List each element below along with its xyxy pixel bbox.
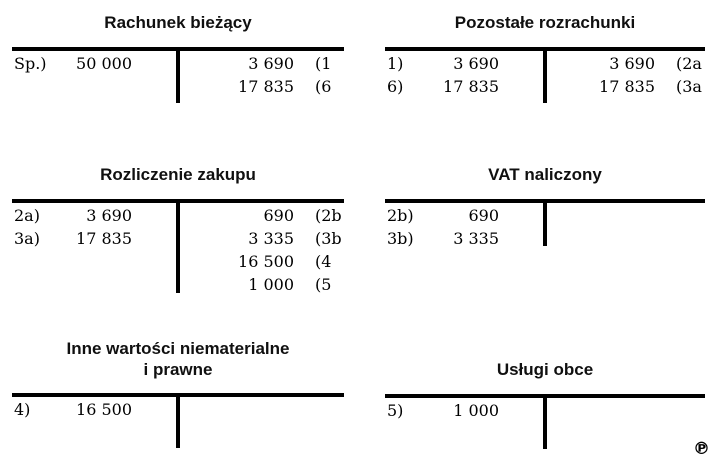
debit-entry-amount [58, 273, 178, 296]
credit-entry-amount: 690 [263, 206, 294, 225]
credit-entry-amount: 17 835 [599, 77, 655, 96]
credit-entry-ref: (3b [315, 229, 342, 248]
credit-entry-ref: (4 [315, 252, 332, 271]
t-divider-line [543, 203, 547, 246]
debit-entry-amount: 17 835 [443, 77, 499, 96]
credit-entry-amount: 3 690 [248, 54, 294, 73]
credit-entry-ref [655, 227, 705, 250]
debit-entry-ref: 5) [387, 401, 404, 420]
credit-entry-ref: (6 [315, 77, 332, 96]
debit-entry-ref [12, 250, 58, 273]
account-title-line1: Inne wartości niematerialne [66, 339, 290, 358]
credit-entry-amount: 1 000 [248, 275, 294, 294]
t-account-body [12, 393, 344, 449]
t-account-body [385, 199, 705, 250]
credit-entry-amount [545, 204, 655, 227]
debit-entry-ref: Sp.) [14, 54, 47, 73]
account-title: Rozliczenie zakupu [100, 165, 256, 184]
credit-entry-amount: 16 500 [238, 252, 294, 271]
credit-entry-amount [178, 398, 294, 421]
debit-entry-ref: 4) [14, 400, 31, 419]
debit-entry-amount [58, 250, 178, 273]
credit-entry-ref [655, 204, 705, 227]
debit-entry-ref: 6) [387, 77, 404, 96]
debit-entry-ref [12, 273, 58, 296]
account-title: VAT naliczony [488, 165, 602, 184]
credit-entry-amount: 3 690 [609, 54, 655, 73]
t-account-rachunek-biezacy [12, 12, 344, 104]
debit-entry-amount: 3 690 [86, 206, 132, 225]
circled-p-publisher-mark-icon: ℗ [693, 439, 710, 459]
credit-entry-ref: (2b [315, 206, 342, 225]
credit-entry-ref [294, 398, 344, 421]
debit-entry-ref: 3b) [387, 229, 414, 248]
t-account-rozliczenie-zakupu [12, 164, 344, 296]
t-account-uslugi-obce [385, 359, 705, 450]
account-title-line2: i prawne [143, 360, 213, 379]
t-account-body [12, 47, 344, 104]
debit-entry-amount: 16 500 [76, 400, 132, 419]
t-divider-line [176, 397, 180, 448]
credit-entry-ref: (2a [676, 54, 702, 73]
credit-entry-ref [655, 399, 705, 422]
debit-entry-amount [58, 75, 178, 98]
debit-entry-ref: 1) [387, 54, 404, 73]
t-account-inne-wartosci-niematerialne-i-prawne [12, 338, 344, 449]
debit-entry-amount: 17 835 [76, 229, 132, 248]
account-title: Usługi obce [496, 360, 594, 379]
debit-entry-amount: 690 [468, 206, 499, 225]
debit-entry-ref [12, 75, 58, 98]
debit-entry-ref: 3a) [14, 229, 40, 248]
t-divider-line [543, 398, 547, 449]
t-account-body [12, 199, 344, 296]
credit-entry-amount: 3 335 [248, 229, 294, 248]
debit-entry-amount: 3 335 [453, 229, 499, 248]
credit-entry-amount: 17 835 [238, 77, 294, 96]
credit-entry-amount [545, 227, 655, 250]
debit-entry-amount: 50 000 [76, 54, 132, 73]
debit-entry-amount: 3 690 [453, 54, 499, 73]
credit-entry-amount [545, 399, 655, 422]
t-account-vat-naliczony [385, 164, 705, 250]
credit-entry-ref: (1 [315, 54, 332, 73]
t-account-pozostale-rozrachunki [385, 12, 705, 104]
account-title: Rachunek bieżący [104, 13, 252, 32]
t-divider-line [176, 51, 180, 103]
account-title: Pozostałe rozrachunki [454, 13, 636, 32]
t-account-body [385, 394, 705, 450]
debit-entry-ref: 2b) [387, 206, 414, 225]
debit-entry-amount: 1 000 [453, 401, 499, 420]
credit-entry-ref: (5 [315, 275, 332, 294]
t-divider-line [543, 51, 547, 103]
t-divider-line [176, 203, 180, 293]
debit-entry-ref: 2a) [14, 206, 40, 225]
t-account-body [385, 47, 705, 104]
credit-entry-ref: (3a [676, 77, 702, 96]
